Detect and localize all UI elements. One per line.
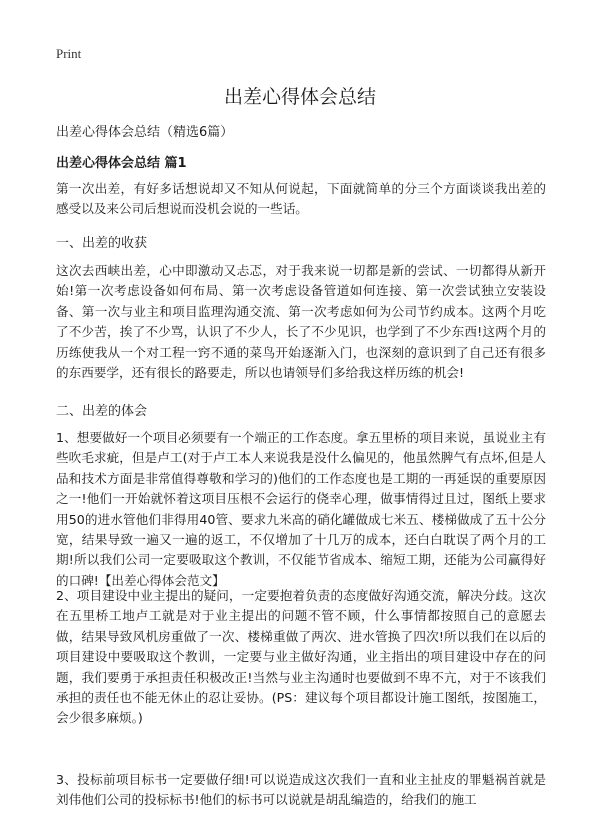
paragraph-experience-2: 2、项目建设中业主提出的疑问，一定要抱着负责的态度做好沟通交流，解决分歧。这次在五里桥工地卢工就是对于业主提出的问题不管不顾，什么事情都按照自己的意愿去做，结果导致风机房重做了一次、楼梯重做了两次、进水管换了四次!所以我们在以后的项目建设中要吸取这个教训，一定要与业主做好沟通，业主指出的项目建设中存在的问题，我们要勇于承担责任积极改正!当然与业主沟通时也要做到不卑不亢，对于不该我们承担的责任也不能无休止的忍让妥协。(PS：建议每个项目都设计施工图纸，按图施工，会少很多麻烦。) [56,588,546,726]
document-subtitle: 出差心得体会总结（精选6篇） [56,125,234,140]
heading-experience: 二、出差的体会 [56,404,148,419]
page-title: 出差心得体会总结 [223,86,376,108]
section-title: 出差心得体会总结 篇1 [56,156,187,171]
paragraph-experience-3: 3、投标前项目标书一定要做仔细!可以说造成这次我们一直和业主扯皮的罪魁祸首就是刘伟他们公司的投标标书!他们的标书可以说就是胡乱编造的，给我们的施工 [56,772,546,808]
paragraph-experience-1: 1、想要做好一个项目必须要有一个端正的工作态度。拿五里桥的项目来说，虽说业主有些吹毛求疵，但是卢工(对于卢工本人来说我是没什么偏见的，他虽然脾气有点坏,但是人品和技术方面是非常值得尊敬和学习的)他们的工作态度也是工期的一再延误的重要原因之一!他们一开始就怀着这项目压根不会运行的侥幸心理，做事情得过且过，图纸上要求用50的进水管他们非得用40管、要求九米高的硝化罐做成七米五、楼梯做成了五十公分宽，结果导致一遍又一遍的返工，不仅增加了十几万的成本，还白白耽误了两个月的工期!所以我们公司一定要吸取这个教训，不仅能节省成本、缩短工期，还能为公司赢得好的口碑!【出差心得体会范文】 [56,430,546,588]
intro-paragraph: 第一次出差，有好多话想说却又不知从何说起，下面就简单的分三个方面谈谈我出差的感受以及来公司后想说而没机会说的一些话。 [56,181,546,217]
print-label[interactable]: Print [56,46,82,61]
paragraph-harvest: 这次去西峡出差，心中即激动又忐忑，对于我来说一切都是新的尝试、一切都得从新开始!第一次考虑设备如何布局、第一次考虑设备管道如何连接、第一次尝试独立安装设备、第一次与业主和项目监理沟通交流、第一次考虑如何为公司节约成本。这两个月吃了不少苦，挨了不少骂，认识了不少人，长了不少见识，也学到了不少东西!这两个月的历练使我从一个对工程一窍不通的菜鸟开始逐渐入门，也深刻的意识到了自己还有很多的东西要学，还有很长的路要走，所以也请领导们多给我这样历练的机会! [56,263,546,381]
heading-harvest: 一、出差的收获 [56,236,148,251]
